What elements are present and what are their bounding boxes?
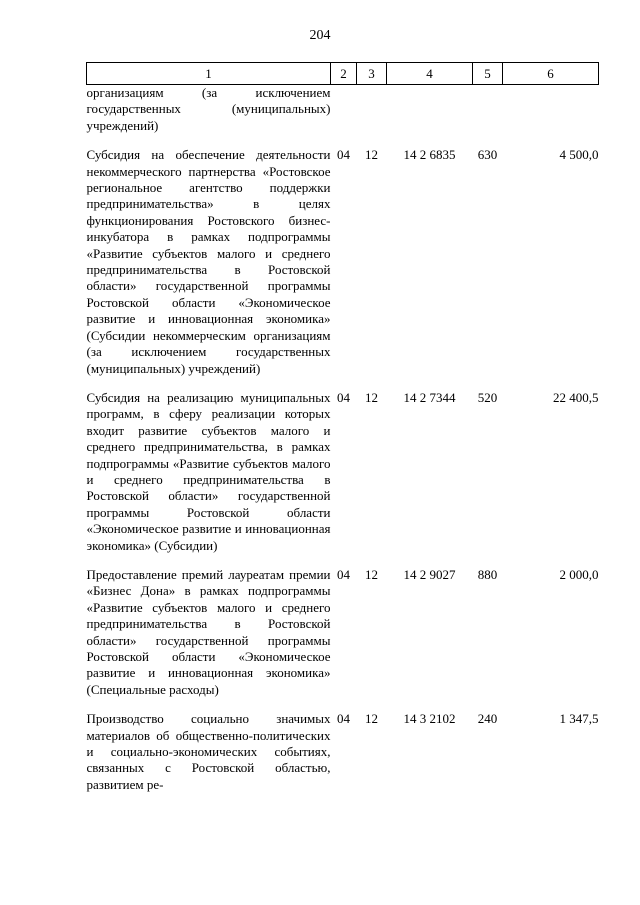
row-amount: 4 500,0 <box>559 147 599 163</box>
row-section: 04 <box>337 147 350 163</box>
table-row <box>87 147 599 377</box>
row-target-code: 14 2 7344 <box>403 389 456 405</box>
row-expense-type <box>473 85 503 135</box>
row-amount: 2 000,0 <box>559 566 599 582</box>
row-subsection: 12 <box>365 147 378 163</box>
row-amount: 22 400,5 <box>553 389 599 405</box>
row-description: Предоставление премий лауреатам премии «Бизнес Дона» в рамках подпрограммы «Развитие субъектов малого и среднего предпринимательства в Ростовской области» государственной программы Ростовской области «Экономическое развитие и инновационная экономика» (Специальные расходы) <box>86 566 331 697</box>
row-section: 04 <box>337 711 350 727</box>
row-expense-type: 880 <box>477 566 498 582</box>
column-header: 4 <box>387 63 473 85</box>
column-header: 6 <box>503 63 599 85</box>
row-subsection: 12 <box>365 389 378 405</box>
row-target-code: 14 2 9027 <box>403 566 456 582</box>
row-expense-type: 520 <box>477 389 498 405</box>
row-subsection <box>357 85 387 135</box>
table-header-row <box>87 63 599 85</box>
column-header: 1 <box>87 63 331 85</box>
row-amount <box>503 85 599 135</box>
budget-table <box>86 62 599 793</box>
row-description: организациям (за исключением государственных (муниципальных) учреждений) <box>86 85 331 133</box>
row-description: Производство социально значимых материалов об общественно-политических и социально-экономических событиях, связанных с Ростовской областью, развитием ре- <box>86 711 331 792</box>
column-header: 3 <box>357 63 387 85</box>
table-row <box>87 711 599 793</box>
row-description: Субсидия на обеспечение деятельности некоммерческого партнерства «Ростовское региональное агентство поддержки предпринимательства» в целях функционирования Ростовского бизнес-инкубатора в рамках подпрограммы «Развитие субъектов малого и среднего предпринимательства в Ростовской области» государственной программы Ростовской области «Экономическое развитие и инновационная экономика» (Субсидии некоммерческим организациям (за исключением государственных (муниципальных) учреждений) <box>86 147 331 376</box>
page-number: 204 <box>309 28 331 43</box>
row-section <box>331 85 357 135</box>
row-description: Субсидия на реализацию муниципальных программ, в сферу реализации которых входит развитие субъектов малого и среднего предпринимательства, в рамках подпрограммы «Развитие субъектов малого и среднего предпринимательства в Ростовской области» государственной программы Ростовской области «Экономическое развитие и инновационная экономика» (Субсидии) <box>86 389 331 553</box>
row-subsection: 12 <box>365 566 378 582</box>
row-expense-type: 630 <box>477 147 498 163</box>
row-target-code <box>387 85 473 135</box>
table-row <box>87 390 599 554</box>
column-header: 2 <box>331 63 357 85</box>
table-row <box>87 85 599 135</box>
row-target-code: 14 2 6835 <box>403 147 456 163</box>
column-header: 5 <box>473 63 503 85</box>
row-target-code: 14 3 2102 <box>403 711 456 727</box>
table-row <box>87 567 599 698</box>
row-section: 04 <box>337 389 350 405</box>
row-expense-type: 240 <box>477 711 498 727</box>
row-subsection: 12 <box>365 711 378 727</box>
row-amount: 1 347,5 <box>559 711 599 727</box>
row-section: 04 <box>337 566 350 582</box>
